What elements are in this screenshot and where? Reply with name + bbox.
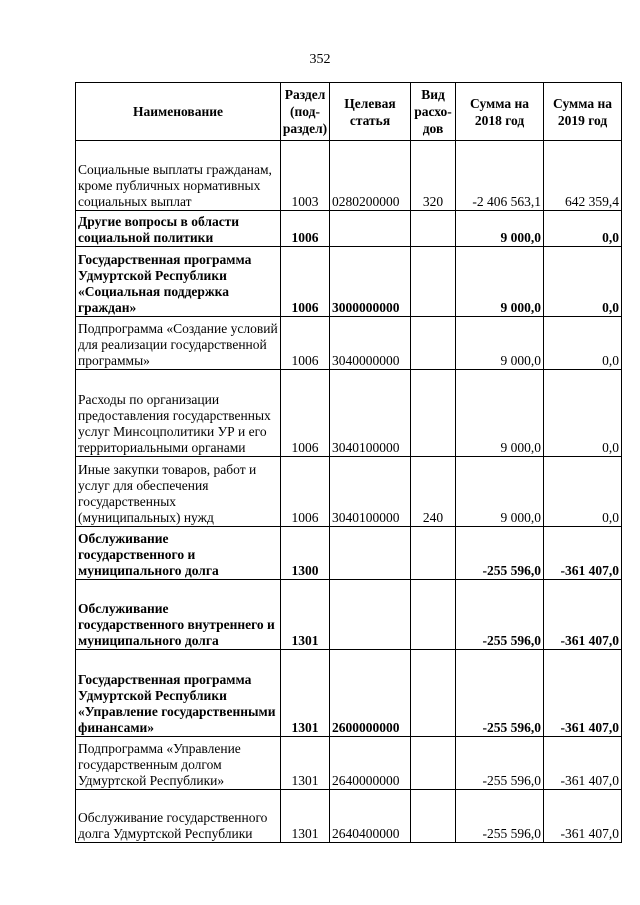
row-target: 3040000000 [330, 317, 411, 370]
row-sum-2018: -255 596,0 [456, 527, 544, 580]
table-row [76, 790, 622, 843]
row-sum-2019: 0,0 [544, 247, 622, 317]
row-sum-2019: 0,0 [544, 457, 622, 527]
table-row [76, 211, 622, 247]
row-sum-2018: -2 406 563,1 [456, 141, 544, 211]
row-target [330, 527, 411, 580]
row-kind [411, 650, 456, 737]
row-name: Расходы по организации предоставления государственных услуг Минсоцполитики УР и его территориальными органами [76, 370, 281, 457]
row-target: 2640000000 [330, 737, 411, 790]
row-target: 2640400000 [330, 790, 411, 843]
row-kind [411, 580, 456, 650]
row-name: Обслуживание государственного внутреннего и муниципального долга [76, 580, 281, 650]
row-section: 1301 [281, 790, 330, 843]
row-sum-2018: -255 596,0 [456, 650, 544, 737]
table-row [76, 317, 622, 370]
header-kind: Вид расхо-дов [411, 83, 456, 141]
row-sum-2019: 0,0 [544, 211, 622, 247]
row-section: 1003 [281, 141, 330, 211]
row-name: Социальные выплаты гражданам, кроме публичных нормативных социальных выплат [76, 141, 281, 211]
row-target: 3000000000 [330, 247, 411, 317]
table-row [76, 141, 622, 211]
row-section: 1006 [281, 211, 330, 247]
row-sum-2019: -361 407,0 [544, 737, 622, 790]
row-sum-2018: 9 000,0 [456, 457, 544, 527]
table-header-row [76, 83, 622, 141]
header-target: Целевая статья [330, 83, 411, 141]
row-section: 1301 [281, 580, 330, 650]
row-name: Государственная программа Удмуртской Республики «Управление государственными финансами» [76, 650, 281, 737]
row-section: 1006 [281, 317, 330, 370]
table-row [76, 247, 622, 317]
row-sum-2019: -361 407,0 [544, 790, 622, 843]
row-name: Государственная программа Удмуртской Республики «Социальная поддержка граждан» [76, 247, 281, 317]
row-kind: 240 [411, 457, 456, 527]
row-name: Иные закупки товаров, работ и услуг для обеспечения государственных (муниципальных) нужд [76, 457, 281, 527]
row-sum-2018: 9 000,0 [456, 317, 544, 370]
row-name: Другие вопросы в области социальной политики [76, 211, 281, 247]
row-sum-2018: -255 596,0 [456, 790, 544, 843]
row-target [330, 580, 411, 650]
header-sum-2018: Сумма на 2018 год [456, 83, 544, 141]
row-sum-2019: -361 407,0 [544, 580, 622, 650]
row-target: 3040100000 [330, 370, 411, 457]
row-section: 1301 [281, 650, 330, 737]
header-name: Наименование [76, 83, 281, 141]
row-section: 1006 [281, 247, 330, 317]
row-sum-2018: 9 000,0 [456, 370, 544, 457]
row-kind [411, 211, 456, 247]
row-sum-2019: 0,0 [544, 317, 622, 370]
row-sum-2019: -361 407,0 [544, 527, 622, 580]
row-sum-2018: 9 000,0 [456, 211, 544, 247]
row-kind: 320 [411, 141, 456, 211]
row-name: Подпрограмма «Управление государственным долгом Удмуртской Республики» [76, 737, 281, 790]
row-sum-2019: -361 407,0 [544, 650, 622, 737]
header-sum-2019: Сумма на 2019 год [544, 83, 622, 141]
row-section: 1300 [281, 527, 330, 580]
header-section: Раздел (под-раздел) [281, 83, 330, 141]
budget-table [75, 82, 622, 843]
row-kind [411, 370, 456, 457]
row-target: 3040100000 [330, 457, 411, 527]
row-kind [411, 247, 456, 317]
row-section: 1006 [281, 457, 330, 527]
row-kind [411, 737, 456, 790]
row-kind [411, 317, 456, 370]
row-sum-2018: -255 596,0 [456, 737, 544, 790]
row-name: Обслуживание государственного долга Удмуртской Республики [76, 790, 281, 843]
row-sum-2019: 0,0 [544, 370, 622, 457]
row-target: 2600000000 [330, 650, 411, 737]
row-section: 1006 [281, 370, 330, 457]
table-row [76, 370, 622, 457]
row-sum-2018: -255 596,0 [456, 580, 544, 650]
row-name: Обслуживание государственного и муниципального долга [76, 527, 281, 580]
row-kind [411, 790, 456, 843]
row-target [330, 211, 411, 247]
row-sum-2018: 9 000,0 [456, 247, 544, 317]
row-target: 0280200000 [330, 141, 411, 211]
table-row [76, 737, 622, 790]
row-section: 1301 [281, 737, 330, 790]
row-name: Подпрограмма «Создание условий для реализации государственной программы» [76, 317, 281, 370]
table-row [76, 580, 622, 650]
table-row [76, 527, 622, 580]
page-number: 352 [309, 52, 331, 67]
row-sum-2019: 642 359,4 [544, 141, 622, 211]
table-row [76, 650, 622, 737]
row-kind [411, 527, 456, 580]
table-row [76, 457, 622, 527]
